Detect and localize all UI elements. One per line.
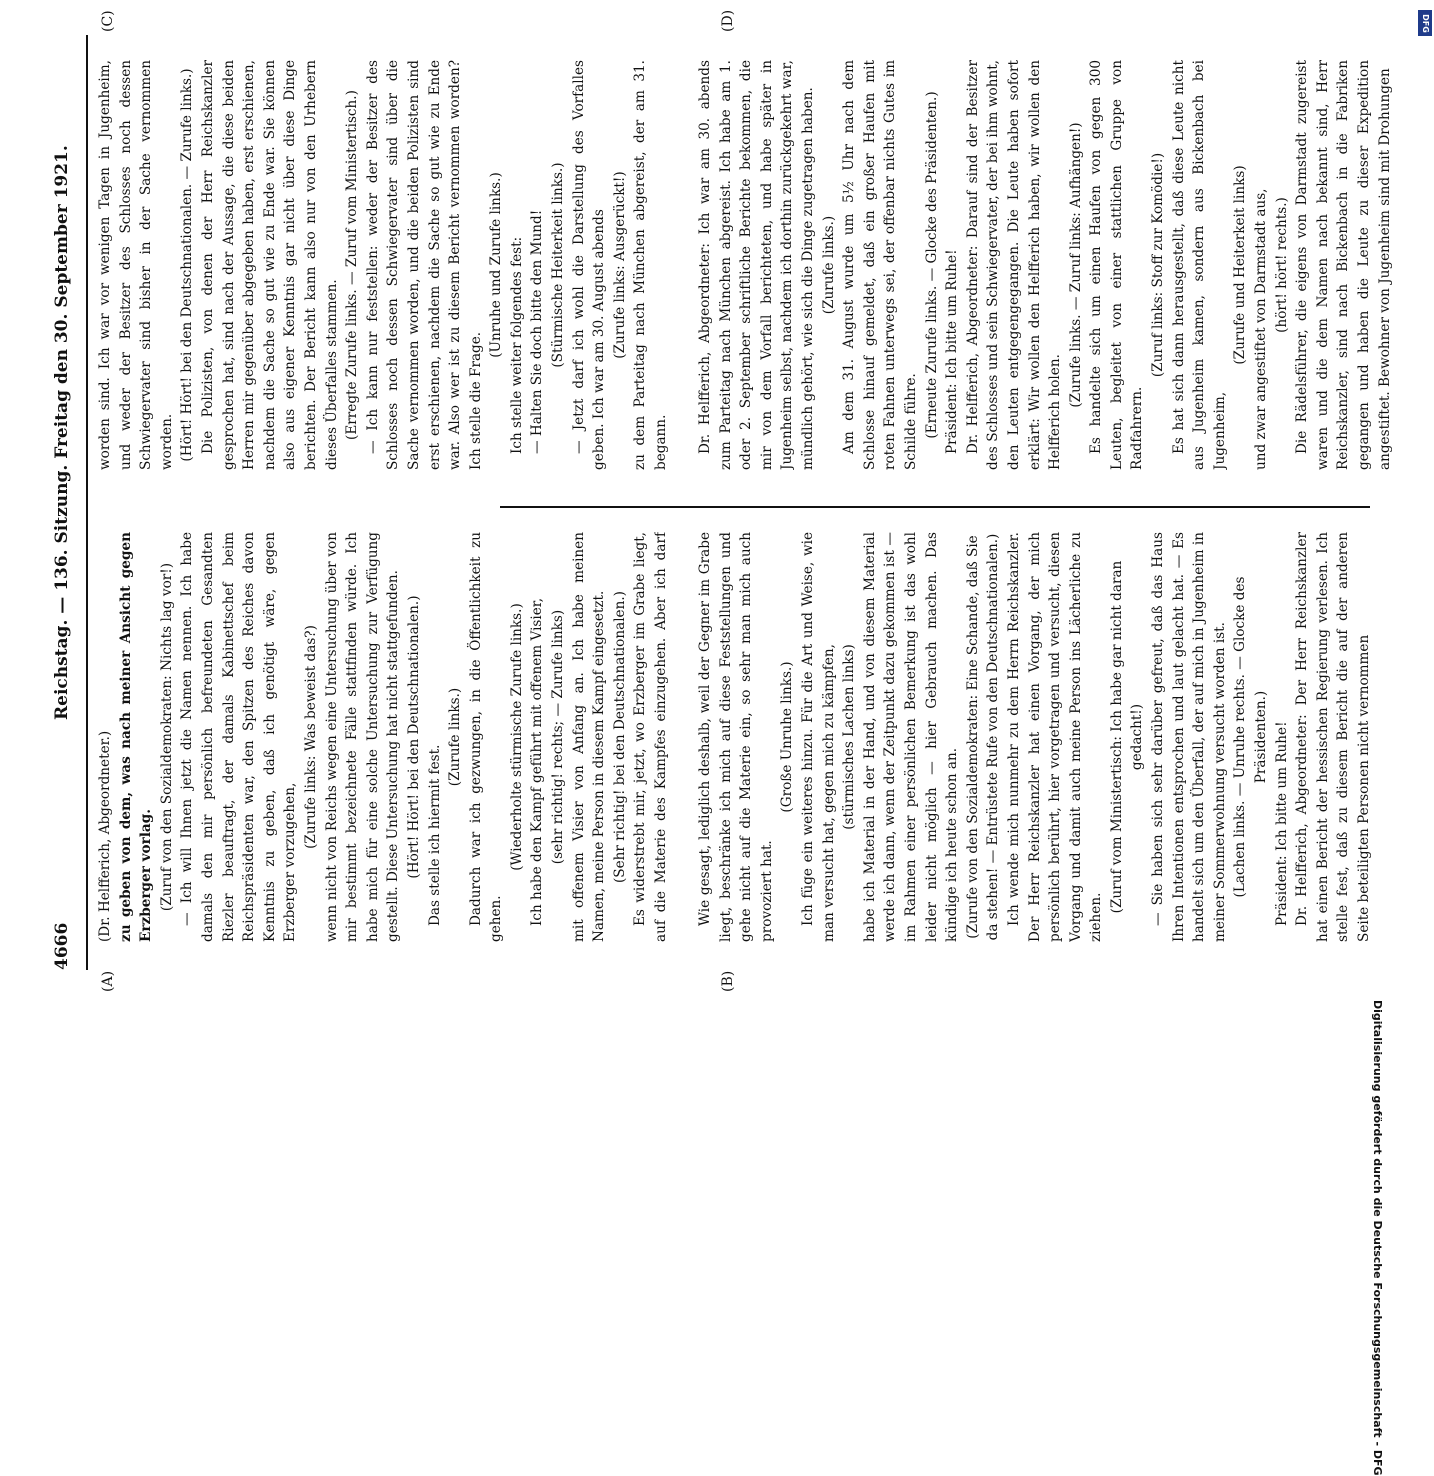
column-1-top [95, 532, 675, 942]
paragraph: — Halten Sie doch bitte den Mund! [529, 209, 546, 454]
margin-mark-b: (B) [720, 970, 736, 992]
paragraph: (Dr. Helfferich, Abgeordneter.) [97, 730, 113, 942]
column-2-top [95, 60, 675, 470]
paragraph: Dr. Helfferich, Abgeordneter: Darauf sind der Besitzer des Schlosses und sein Schwiegervater, der bei ihm wohnt, den Leuten entgegengegangen. Die Leute haben sofort erklärt: Wir wollen den Helfferich haben, wir wollen den Helfferich holen. [964, 60, 1064, 470]
paragraph: (Zuruf links: Stoff zur Komödie!) [1150, 152, 1167, 378]
margin-mark-a: (A) [100, 970, 116, 992]
paragraph: (Unruhe und Zurufe links.) [488, 172, 505, 358]
paragraph: (Zurufe und Heiterkeit links) [1232, 165, 1249, 365]
paragraph: (Zurufe links: Ausgerückt!) [611, 171, 628, 359]
paragraph: Ich habe den Kampf geführt mit offenem Visier, [529, 597, 546, 926]
paragraph: Es hat sich dann herausgestellt, daß diese Leute nicht aus Jugenheim kamen, sondern aus Bickenbach bei Jugenheim, [1170, 60, 1228, 470]
paragraph: Ich wende mich nunmehr zu dem Herrn Reichskanzler. Der Herr Reichskanzler hat einen Vorgang, der mich persönlich berührt, hier vorgetragen und versucht, diesen Vorgang und damit auch meine Person ins Lächerliche zu ziehen. [1005, 532, 1105, 942]
paragraph: (Zuruf vom Ministertisch: Ich habe gar nicht daran gedacht!) [1108, 560, 1146, 914]
page-title: Reichstag. — 136. Sitzung. Freitag den 30. September 1921. [52, 145, 72, 720]
dfg-logo-text: DFG [1420, 13, 1430, 33]
paragraph: (hört! hört! rechts.) [1273, 197, 1290, 333]
paragraph: Ich stelle weiter folgendes fest: [508, 236, 525, 454]
paragraph: — Sie haben sich sehr darüber gefreut, daß das Haus Ihren Intentionen entsprochen und laut gelacht hat. — Es handelt sich um den Überfall, der auf mich in Jugenheim in meiner Sommerwohnung versucht worden ist. [1150, 532, 1228, 942]
margin-mark-c: (C) [100, 10, 116, 32]
paragraph: (stürmisches Lachen links) [841, 644, 858, 830]
paragraph: Am dem 31. August wurde um 5½ Uhr nach dem Schlosse hinauf gemeldet, daß ein großer Haufen mit roten Fahnen unterwegs sei, der offenbar nichts Gutes im Schilde führe. [841, 60, 919, 470]
paragraph: Dr. Helfferich, Abgeordneter: Der Herr Reichskanzler hat einen Bericht der hessischen Regierung verlesen. Ich stelle fest, daß zu diesem Bericht die auf der anderen Seite beteiligten Personen nicht vernommen [1294, 532, 1372, 942]
paragraph: habe ich Material in der Hand, und von diesem Material werde ich dann, wenn der Zeitpunkt dazu gekommen ist — im Rahmen einer persönlichen Bemerkung ist das wohl leider nicht möglich — hier Gebrauch machen. Das kündige ich heute schon an. [861, 532, 961, 942]
paragraph: Die Polizisten, von denen der Herr Reichskanzler gesprochen hat, sind nach der Aussage, die diese beiden Herren mir gegenüber abgegeben haben, erst erschienen, nachdem die Sache so gut wie zu Ende war. Sie können also aus eigener Kenntnis gar nicht über diese Dinge berichten. Der Bericht kann also nur von den Urhebern dieses Überfalles stammen. [199, 60, 340, 470]
paragraph: — Jetzt darf ich wohl die Darstellung des Vorfalles geben. Ich war am 30. August abends [570, 60, 608, 470]
paragraph: (Hört! Hört! bei den Deutschnationalen.) [405, 595, 422, 879]
paragraph: (Lachen links. — Unruhe rechts. — Glocke des Präsidenten.) [1232, 576, 1270, 898]
header-rule [86, 35, 88, 970]
paragraph: Die Rädelsführer, die eigens von Darmstadt zugereist waren und die dem Namen nach bekannt sind, Herr Reichskanzler, sind nach Bickenbach in die Fabriken gegangen und haben die Leute zu dieser Expedition angestiftet. Bewohner von Jugenheim sind mit Drohungen [1294, 60, 1393, 470]
page-number: 4666 [52, 922, 72, 970]
paragraph: (Erneute Zurufe links. — Glocke des Präsidenten.) [923, 91, 940, 439]
column-2-bottom [695, 60, 1430, 470]
paragraph: Das stelle ich hiermit fest. [426, 744, 443, 926]
paragraph: wenn nicht von Reichs wegen eine Untersuchung über von mir bestimmt bezeichnete Fälle stattfinden würde. Ich habe mich für eine solche Untersuchung zur Verfügung gestellt. Diese Untersuchung hat nicht stattgefunden. [323, 532, 402, 942]
paragraph: (Zurufe links. — Zuruf links: Aufhängen!) [1067, 122, 1084, 408]
paragraph [672, 60, 675, 470]
paragraph: (Wiederholte stürmische Zurufe links.) [508, 603, 525, 871]
paragraph: mit offenem Visier von Anfang an. Ich habe meinen Namen, meine Person in diesem Kampf eingesetzt. [570, 532, 608, 942]
paragraph: worden sind. Ich war vor wenigen Tagen in Jugenheim, und weder der Besitzer des Schlosses noch dessen Schwiegervater sind bisher in der Sache vernommen worden. [97, 60, 175, 470]
paragraph: (sehr richtig! rechts; — Zurufe links) [550, 609, 567, 865]
paragraph: — Ich will Ihnen jetzt die Namen nennen. Ich habe damals den mir persönlich befreundeten Gesandten Riezler beauftragt, der damals Kabinettschef beim Reichspräsidenten war, den Spitzen des Reiches davon Kenntnis zu geben, daß ich genötigt wäre, gegen Erzberger vorzugehen, [179, 532, 299, 942]
funding-note: Digitalisierung gefördert durch die Deutsche Forschungsgemeinschaft - DFG [1371, 1000, 1384, 1476]
page-header [52, 35, 78, 970]
paragraph: zu dem Parteitag nach München abgereist, der am 31. begann. [632, 60, 670, 470]
paragraph: Präsident: Ich bitte um Ruhe! [944, 249, 961, 454]
paragraph: (Zurufe von den Sozialdemokraten: Eine Schande, daß Sie da stehen! — Entrüstete Rufe von den Deutschnationalen.) [964, 533, 1002, 941]
paragraph: (Erregte Zurufe links. — Zuruf vom Ministertisch.) [344, 90, 361, 440]
paragraph: Es widerstrebt mir, jetzt, wo Erzberger im Grabe liegt, auf die Materie des Kampfes einzugehen. Aber ich darf [632, 532, 670, 942]
paragraph: (Zuruf von den Sozialdemokraten: Nichts lag vor!) [158, 562, 175, 912]
dfg-logo [1418, 10, 1432, 36]
paragraph: (Zurufe links.) [447, 687, 464, 787]
paragraph: (Hört! Hört! bei den Deutschnationalen. — Zurufe links.) [179, 68, 196, 462]
paragraph: Dr. Helfferich, Abgeordneter: Ich war am 30. abends zum Parteitag nach München abgereist. Ich habe am 1. oder 2. September schriftliche Berichte bekommen, die mir von dem Vorfall berichteten, und habe später in Jugenheim selbst, nachdem ich dorthin zurückgekehrt war, mündlich gehört, wie sich die Dinge zugetragen haben. [697, 60, 816, 470]
paragraph: und zwar angestiftet von Darmstadt aus, [1253, 188, 1270, 470]
paragraph: (Zurufe links.) [820, 215, 837, 315]
paragraph: — Ich kann nur feststellen: weder der Besitzer des Schlosses noch dessen Schwiegervater sind über die Sache vernommen worden, und die beiden Polizisten sind erst erschienen, nachdem die Sache so gut wie zu Ende war. Also wer ist zu diesem Bericht vernommen worden? Ich stelle die Frage. [364, 60, 484, 470]
paragraph: Ich füge ein weiteres hinzu. Für die Art und Weise, wie man versucht hat, gegen mich zu kämpfen, [799, 532, 837, 942]
paragraph: (Große Unruhe links.) [779, 661, 796, 813]
paragraph: Dadurch war ich gezwungen, in die Öffentlichkeit zu gehen. [467, 532, 505, 942]
paragraph: Präsident: Ich bitte um Ruhe! [1273, 721, 1290, 926]
paragraph: (Zurufe links: Was beweist das?) [302, 625, 319, 849]
margin-mark-d: (D) [720, 9, 736, 32]
paragraph: zu geben von dem, was nach meiner Ansicht gegen Erzberger vorlag. [117, 532, 155, 942]
paragraph: Wie gesagt, lediglich deshalb, weil der Gegner im Grabe liegt, beschränke ich mich auf diese Feststellungen und gehe nicht auf die Materie ein, so sehr man mich auch provoziert hat. [697, 532, 775, 942]
paragraph: Es handelte sich um einen Haufen von gegen 300 Leuten, begleitet von einer stattlichen Gruppe von Radfahrern. [1088, 60, 1146, 470]
column-divider [500, 506, 1370, 508]
paragraph: (Sehr richtig! bei den Deutschnationalen.) [611, 591, 628, 883]
paragraph: (Stürmische Heiterkeit links.) [550, 162, 567, 368]
column-1-bottom [695, 532, 1430, 942]
